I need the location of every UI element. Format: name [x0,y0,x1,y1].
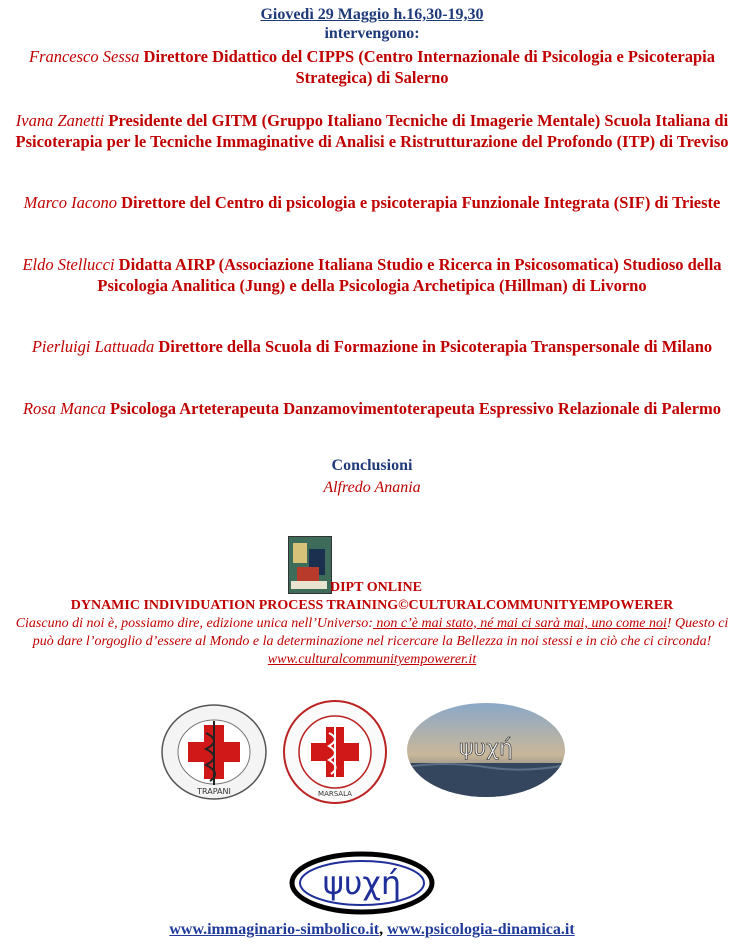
speaker-item [10,192,734,213]
speaker-desc: Direttore del Centro di psicologia e psicoterapia Funzionale Integrata (SIF) di Trieste [116,193,721,212]
conclusioni-heading: Conclusioni [331,457,413,474]
speaker-name: Marco Iacono [23,193,117,212]
motto-text-b: ! Questo ci può dare l’orgoglio d’essere al Mondo e la determinazione nel ricercare la Bellezza in noi stessi e in ciò che ci circonda! [32,616,729,649]
dipt-motto [10,615,734,669]
marsala-association-logo [281,699,389,805]
trapani-bottom-text: TRAPANI [197,787,231,796]
intervengono-label: intervengono: [324,25,420,42]
speaker-name: Eldo Stellucci [22,255,115,274]
speaker-desc: Direttore Didattico del CIPPS (Centro Internazionale di Psicologia e Psicoterapia Strategica) di Salerno [139,47,715,87]
psyche-footer-logo [289,851,435,915]
speaker-desc: Psicologa Arteterapeuta Danzamovimentoterapeuta Espressivo Relazionale di Palermo [105,399,722,418]
speaker-name: Francesco Sessa [28,47,140,66]
speaker-item [10,254,734,296]
event-date: Giovedì 29 Maggio h.16,30-19,30 [260,6,484,23]
trapani-order-logo [160,703,268,801]
dipt-subtitle: DYNAMIC INDIVIDUATION PROCESS TRAINING©CULTURALCOMMUNITYEMPOWERER [70,598,674,613]
speaker-name: Pierluigi Lattuada [31,337,155,356]
dipt-title: DIPT ONLINE [330,580,422,595]
dipt-logo-image [288,536,332,594]
motto-text-a: Ciascuno di noi è, possiamo dire, edizione unica nell’Universo: [15,616,373,631]
speaker-desc: Direttore della Scuola di Formazione in Psicoterapia Transpersonale di Milano [154,337,713,356]
conclusioni-name: Alfredo Anania [323,479,421,496]
speaker-name: Ivana Zanetti [15,111,105,130]
speaker-item [10,336,734,357]
motto-text-underlined: non c’è mai stato, né mai ci sarà mai, uno come noi [372,616,667,631]
partner-logos [0,695,744,805]
speaker-desc: Presidente del GITM (Gruppo Italiano Tecniche di Imagerie Mentale) Scuola Italiana di Psicoterapia per le Tecniche Immaginative di Analisi e Ristrutturazione del Profondo (ITP) di Treviso [15,111,729,151]
link-psicologia-dinamica[interactable]: www.psicologia-dinamica.it [387,921,575,938]
speaker-desc: Didatta AIRP (Associazione Italiana Studio e Ricerca in Psicosomatica) Studioso della Psicologia Analitica (Jung) e della Psicologia Archetipica (Hillman) di Livorno [97,255,722,295]
speaker-name: Rosa Manca [22,399,106,418]
speaker-item [10,110,734,152]
link-immaginario-simbolico[interactable]: www.immaginario-simbolico.it [169,921,380,938]
motto-link[interactable]: www.culturalcommunityempowerer.it [267,652,477,667]
psyche-footer-text: ψυχή [322,864,402,902]
marsala-bottom-text: MARSALA [318,790,352,798]
speaker-item [10,46,734,88]
links-separator: , [379,921,388,938]
footer-links [0,920,744,940]
psyche-oval-text: ψυχή [459,736,513,761]
psyche-oval-logo [405,701,567,799]
speaker-item [10,398,734,419]
